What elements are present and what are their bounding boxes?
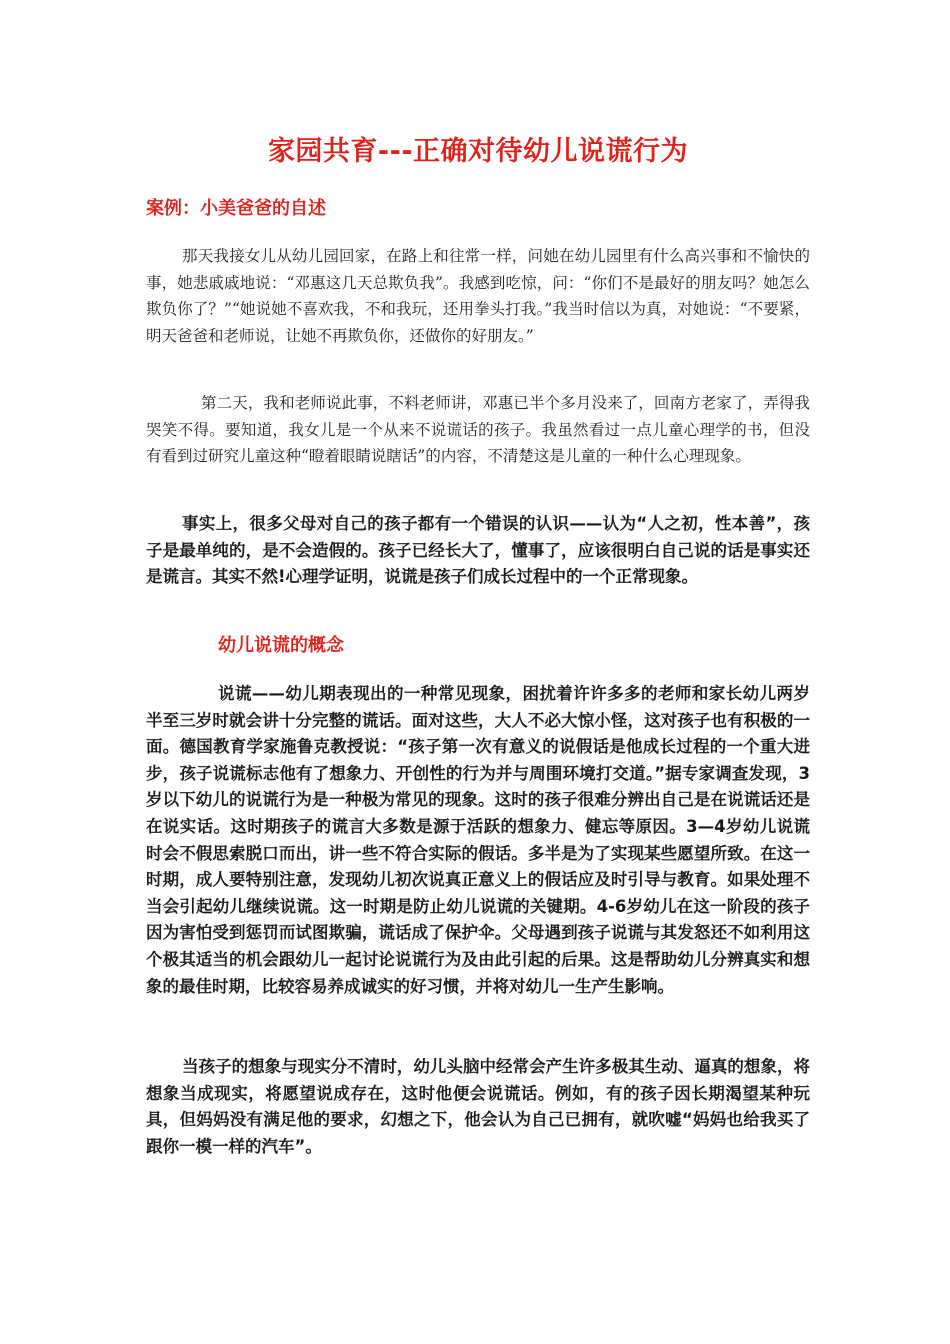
case-heading: 案例：小美爸爸的自述 <box>146 198 326 219</box>
paragraph-fact: 事实上，很多父母对自己的孩子都有一个错误的认识——认为“人之初，性本善”，孩子是最单纯的，是不会造假的。孩子已经长大了，懂事了，应该很明白自己说的话是事实还是谎言。其实不然!心理学证明，说谎是孩子们成长过程中的一个正常现象。 <box>146 514 810 587</box>
concept-heading: 幼儿说谎的概念 <box>218 635 344 656</box>
document-title: 家园共育---正确对待幼儿说谎行为 <box>267 136 689 167</box>
paragraph-case-1: 那天我接女儿从幼儿园回家，在路上和往常一样，问她在幼儿园里有什么高兴事和不愉快的事，她悲戚戚地说：“邓惠这几天总欺负我”。我感到吃惊，问：“你们不是最好的朋友吗？她怎么欺负你了？”“她说她不喜欢我，不和我玩，还用拳头打我。”我当时信以为真，对她说：“不要紧，明天爸爸和老师说，让她不再欺负你，还做你的好朋友。” <box>146 247 810 345</box>
paragraph-concept: 说谎——幼儿期表现出的一种常见现象，困扰着许许多多的老师和家长幼儿两岁半至三岁时就会讲十分完整的谎话。面对这些，大人不必大惊小怪，这对孩子也有积极的一面。德国教育学家施鲁克教授说：“孩子第一次有意义的说假话是他成长过程的一个重大进步，孩子说谎标志他有了想象力、开创性的行为并与周围环境打交道。”据专家调查发现，3岁以下幼儿的说谎行为是一种极为常见的现象。这时的孩子很难分辨出自己是在说谎话还是在说实话。这时期孩子的谎言大多数是源于活跃的想象力、健忘等原因。3—4岁幼儿说谎时会不假思索脱口而出，讲一些不符合实际的假话。多半是为了实现某些愿望所致。在这一时期，成人要特别注意，发现幼儿初次说真正意义上的假话应及时引导与教育。如果处理不当会引起幼儿继续说谎。这一时期是防止幼儿说谎的关键期。4-6岁幼儿在这一阶段的孩子因为害怕受到惩罚而试图欺骗，谎话成了保护伞。父母遇到孩子说谎与其发怒还不如利用这个极其适当的机会跟幼儿一起讨论说谎行为及由此引起的后果。这是帮助幼儿分辨真实和想象的最佳时期，比较容易养成诚实的好习惯，并将对幼儿一生产生影响。 <box>146 684 810 996</box>
paragraph-case-2: 第二天，我和老师说此事，不料老师讲，邓惠已半个多月没来了，回南方老家了，弄得我哭笑不得。要知道，我女儿是一个从来不说谎话的孩子。我虽然看过一点儿童心理学的书，但没有看到过研究儿童这种“瞪着眼睛说瞎话”的内容，不清楚这是儿童的一种什么心理现象。 <box>146 394 810 465</box>
paragraph-imagination: 当孩子的想象与现实分不清时，幼儿头脑中经常会产生许多极其生动、逼真的想象，将想象当成现实，将愿望说成存在，这时他便会说谎话。例如，有的孩子因长期渴望某种玩具，但妈妈没有满足他的要求，幻想之下，他会认为自己已拥有，就吹嘘“妈妈也给我买了跟你一模一样的汽车”。 <box>146 1057 810 1156</box>
